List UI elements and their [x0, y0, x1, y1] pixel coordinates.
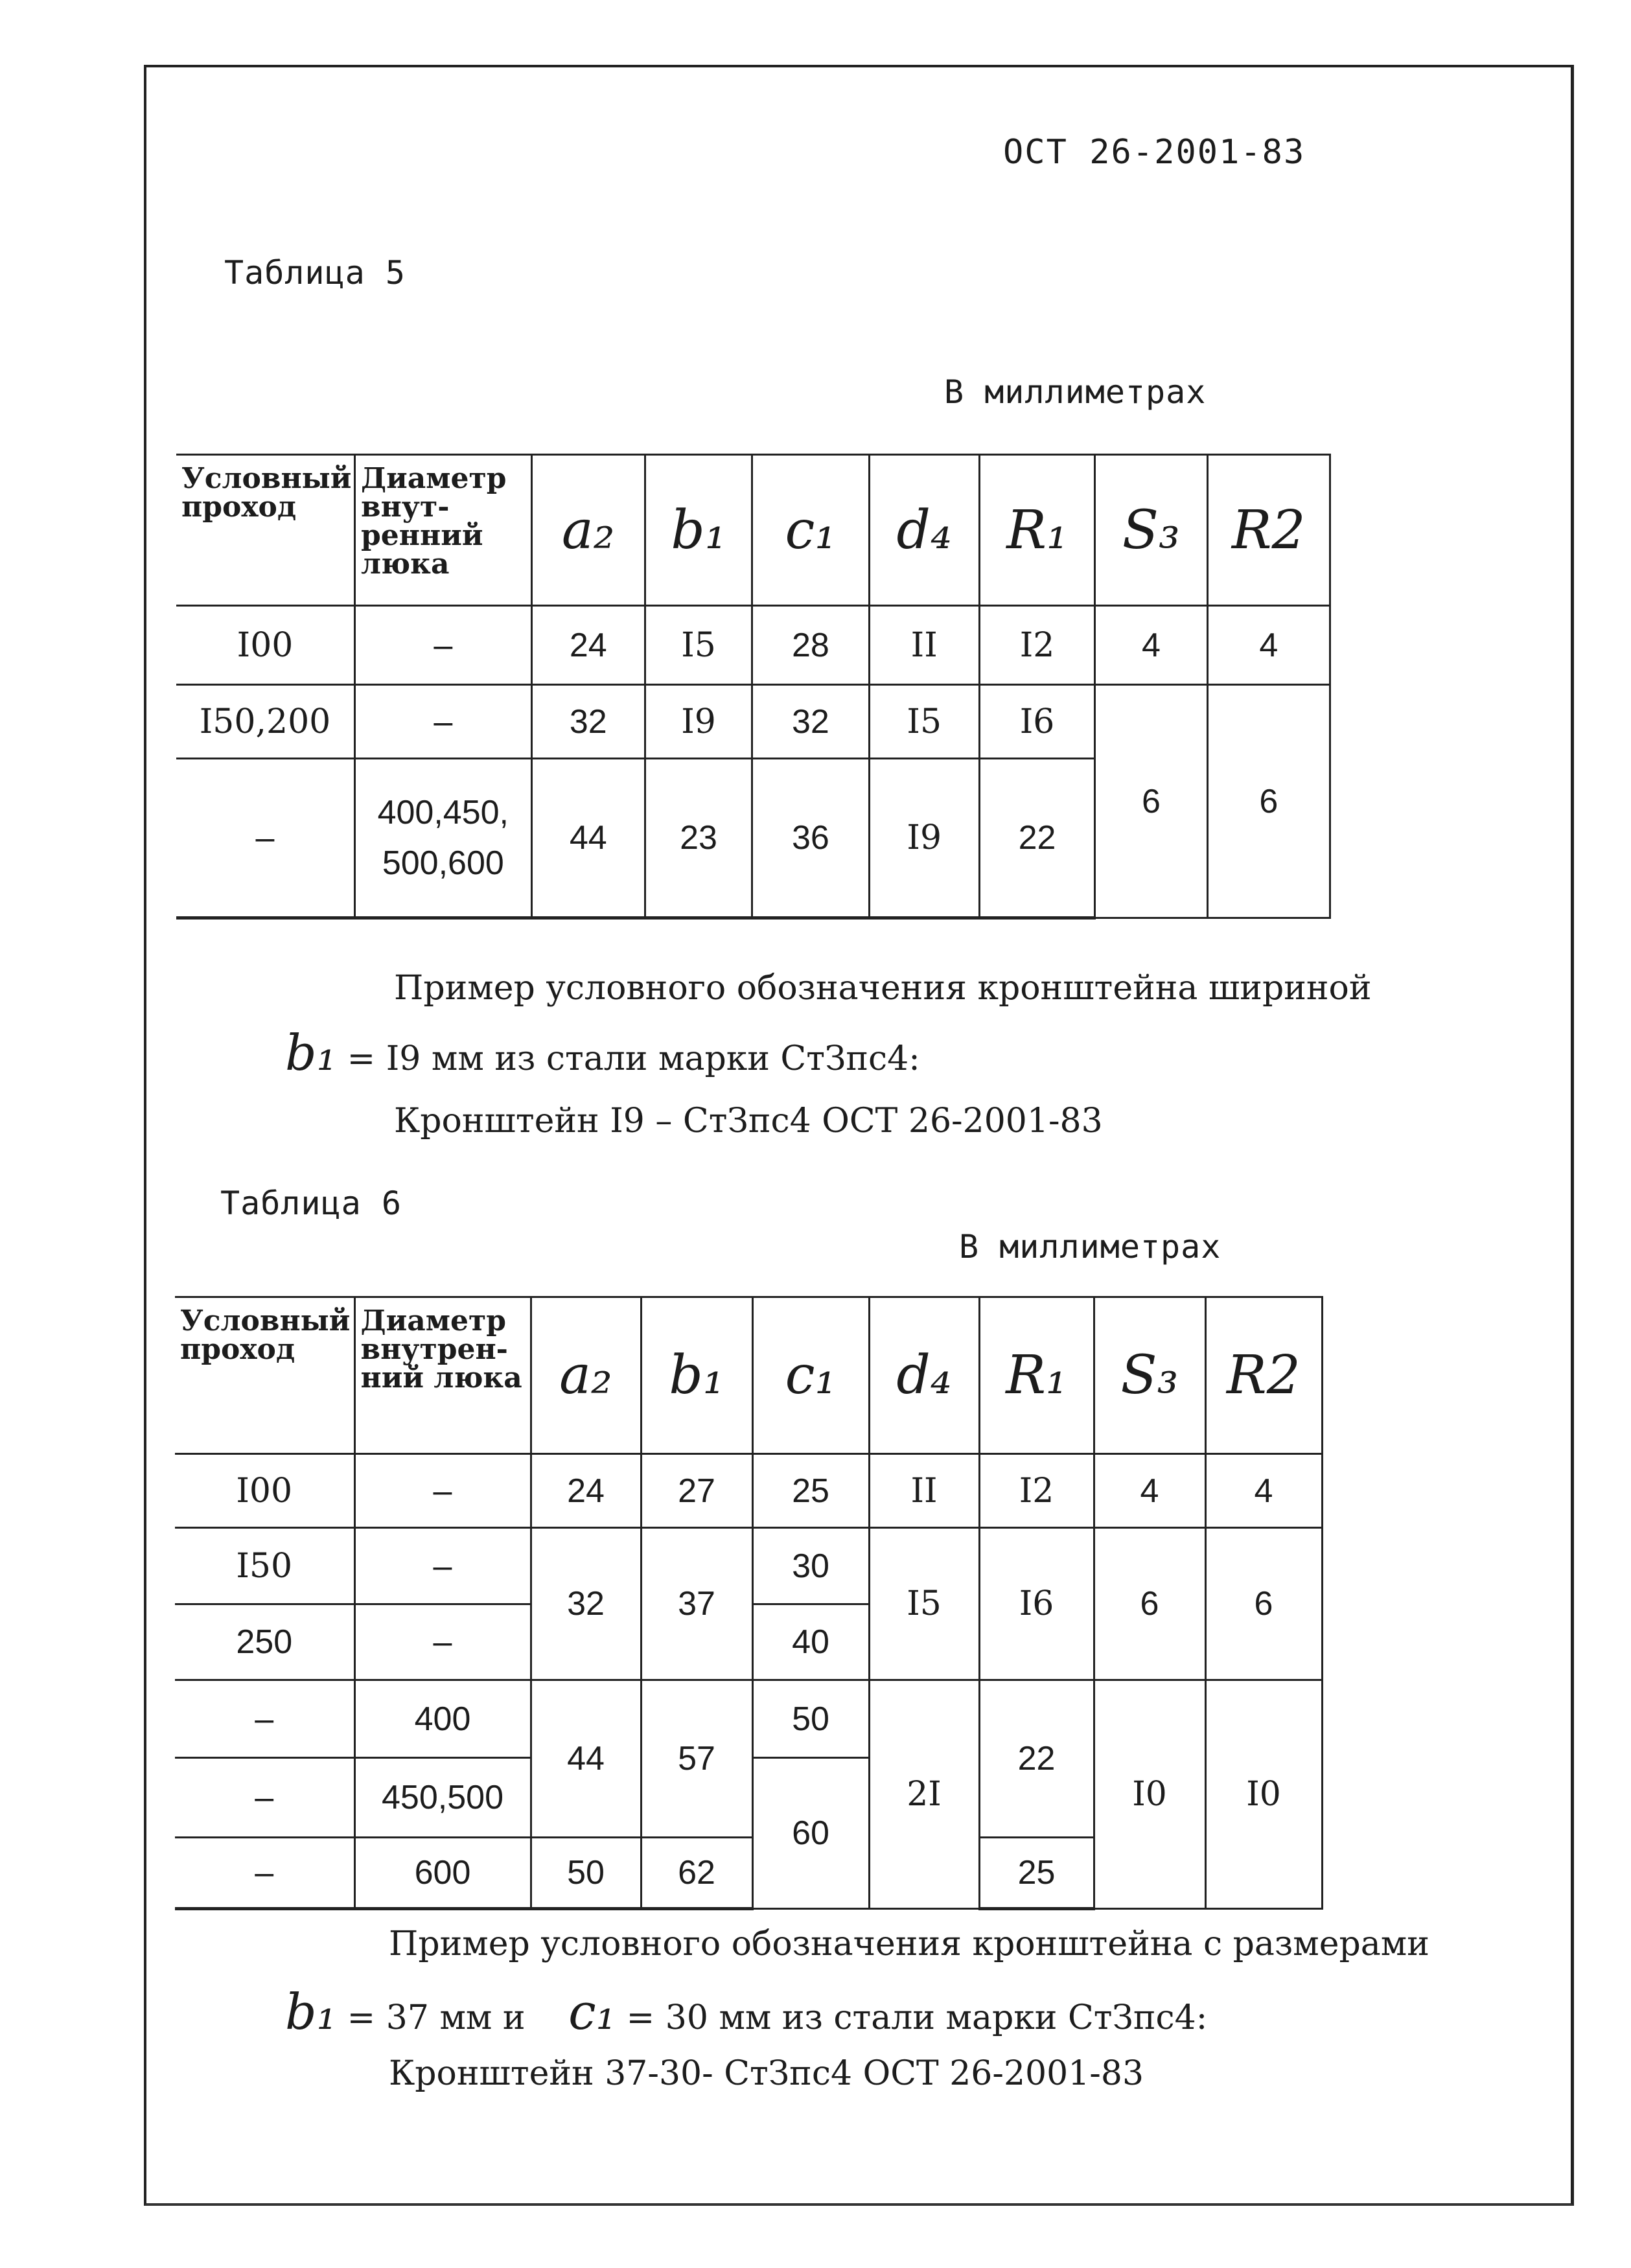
header-a2: a₂ [531, 455, 645, 606]
header-diameter: Диаметр внутрен-ний люка [354, 1297, 531, 1454]
header-r1: R₁ [979, 455, 1094, 606]
table-cell: – [355, 685, 532, 759]
table-cell: 36 [752, 759, 869, 918]
table-cell: I0 [1094, 1680, 1205, 1909]
table-cell: 24 [531, 1454, 641, 1528]
table-cell: I5 [869, 685, 979, 759]
table-cell: – [175, 1758, 354, 1838]
example1-line3: Кронштейн I9 – СтЗпс4 ОСТ 26-2001-83 [394, 1102, 1103, 1140]
table-cell: I9 [645, 685, 752, 759]
table-row [176, 606, 1330, 685]
example2-line3: Кронштейн 37-30- СтЗпс4 ОСТ 26-2001-83 [389, 2054, 1144, 2093]
table-cell: I00 [175, 1454, 354, 1528]
header-r2: R2 [1205, 1297, 1322, 1454]
header-c1: c₁ [752, 1297, 869, 1454]
example1-line1: Пример условного обозначения кронштейна шириной [394, 969, 1372, 1008]
table-cell: I9 [869, 759, 979, 918]
header-s3: S₃ [1094, 1297, 1205, 1454]
table-cell: – [176, 759, 355, 918]
header-b1: b₁ [641, 1297, 752, 1454]
table-cell: 28 [752, 606, 869, 685]
header-r2: R2 [1207, 455, 1330, 606]
table-cell: 23 [645, 759, 752, 918]
table-cell: 62 [641, 1838, 752, 1909]
table-row [175, 1454, 1322, 1528]
table-cell: 4 [1095, 606, 1207, 685]
document-number: ОСТ 26-2001-83 [1003, 133, 1306, 172]
table-cell: 250 [175, 1604, 354, 1680]
table-cell: 40 [752, 1604, 869, 1680]
table-cell: 22 [979, 1680, 1094, 1838]
header-a2: a₂ [531, 1297, 641, 1454]
table-cell: 32 [531, 1528, 641, 1680]
table-cell: – [355, 606, 532, 685]
table-cell: II [869, 1454, 979, 1528]
table-cell: 4 [1207, 606, 1330, 685]
table-cell: – [354, 1454, 531, 1528]
table-cell: 37 [641, 1528, 752, 1680]
example2-line2 [285, 1983, 1207, 2041]
table-cell: 400 [354, 1680, 531, 1758]
table-cell: 32 [752, 685, 869, 759]
table5-header-row [176, 455, 1330, 606]
table-cell: 44 [531, 1680, 641, 1838]
table-cell: – [354, 1604, 531, 1680]
table-cell: 25 [979, 1838, 1094, 1909]
table-cell: 50 [752, 1680, 869, 1758]
header-uslovny-prohod: Условный проход [175, 1297, 354, 1454]
table6-caption: Таблица 6 [220, 1185, 402, 1222]
table5 [176, 454, 1331, 920]
table-cell: I2 [979, 606, 1094, 685]
table-cell: 24 [531, 606, 645, 685]
example1-line2-text: = I9 мм из стали марки СтЗпс4: [347, 1039, 920, 1078]
header-c1: c₁ [752, 455, 869, 606]
table-cell: 60 [752, 1758, 869, 1909]
table-cell: – [175, 1838, 354, 1909]
example1-line2 [285, 1024, 920, 1082]
table-cell: I6 [979, 1528, 1094, 1680]
b1-symbol: b₁ [285, 1024, 337, 1082]
header-r1: R₁ [979, 1297, 1094, 1454]
table-cell: – [175, 1680, 354, 1758]
header-d4: d₄ [869, 1297, 979, 1454]
header-b1: b₁ [645, 455, 752, 606]
header-d4: d₄ [869, 455, 979, 606]
table-cell: 600 [354, 1838, 531, 1909]
table-cell: – [354, 1528, 531, 1604]
table-cell: I0 [1205, 1680, 1322, 1909]
table-cell: 4 [1094, 1454, 1205, 1528]
c1-symbol: c₁ [568, 1983, 616, 2041]
table-cell: 25 [752, 1454, 869, 1528]
table-cell: 450,500 [354, 1758, 531, 1838]
table-cell: 6 [1207, 685, 1330, 918]
table-cell: 44 [531, 759, 645, 918]
header-uslovny-prohod: Условный проход [176, 455, 355, 606]
example2-mid1: = 37 мм и [347, 1998, 526, 2037]
table-cell: I6 [979, 685, 1094, 759]
table-cell: II [869, 606, 979, 685]
header-s3: S₃ [1095, 455, 1207, 606]
table-cell: 27 [641, 1454, 752, 1528]
table-cell: 32 [531, 685, 645, 759]
table-cell: I50,200 [176, 685, 355, 759]
example2-line1: Пример условного обозначения кронштейна с размерами [389, 1925, 1429, 1963]
table6 [175, 1296, 1323, 1910]
table-cell: I5 [645, 606, 752, 685]
table-cell: 22 [979, 759, 1094, 918]
table5-units: В миллиметрах [944, 373, 1207, 411]
table-cell: I50 [175, 1528, 354, 1604]
table-cell: 6 [1094, 1528, 1205, 1680]
header-diameter: Диаметр внут-ренний люка [355, 455, 532, 606]
table-cell: 6 [1205, 1528, 1322, 1680]
table5-caption: Таблица 5 [224, 254, 406, 292]
table-cell: 400,450, 500,600 [355, 759, 532, 918]
example2-mid2: = 30 мм из стали марки СтЗпс4: [626, 1998, 1208, 2037]
b1-symbol: b₁ [285, 1983, 337, 2041]
table-row [175, 1528, 1322, 1604]
table-cell: 6 [1095, 685, 1207, 918]
table-row [175, 1680, 1322, 1758]
table-cell: 57 [641, 1680, 752, 1838]
table-cell: I2 [979, 1454, 1094, 1528]
table-cell: 4 [1205, 1454, 1322, 1528]
table-row [176, 685, 1330, 759]
table-cell: I5 [869, 1528, 979, 1680]
table-cell: 30 [752, 1528, 869, 1604]
table-cell: I00 [176, 606, 355, 685]
table-cell: 50 [531, 1838, 641, 1909]
table-cell: 2I [869, 1680, 979, 1909]
table6-units: В миллиметрах [959, 1228, 1221, 1266]
table6-header-row [175, 1297, 1322, 1454]
